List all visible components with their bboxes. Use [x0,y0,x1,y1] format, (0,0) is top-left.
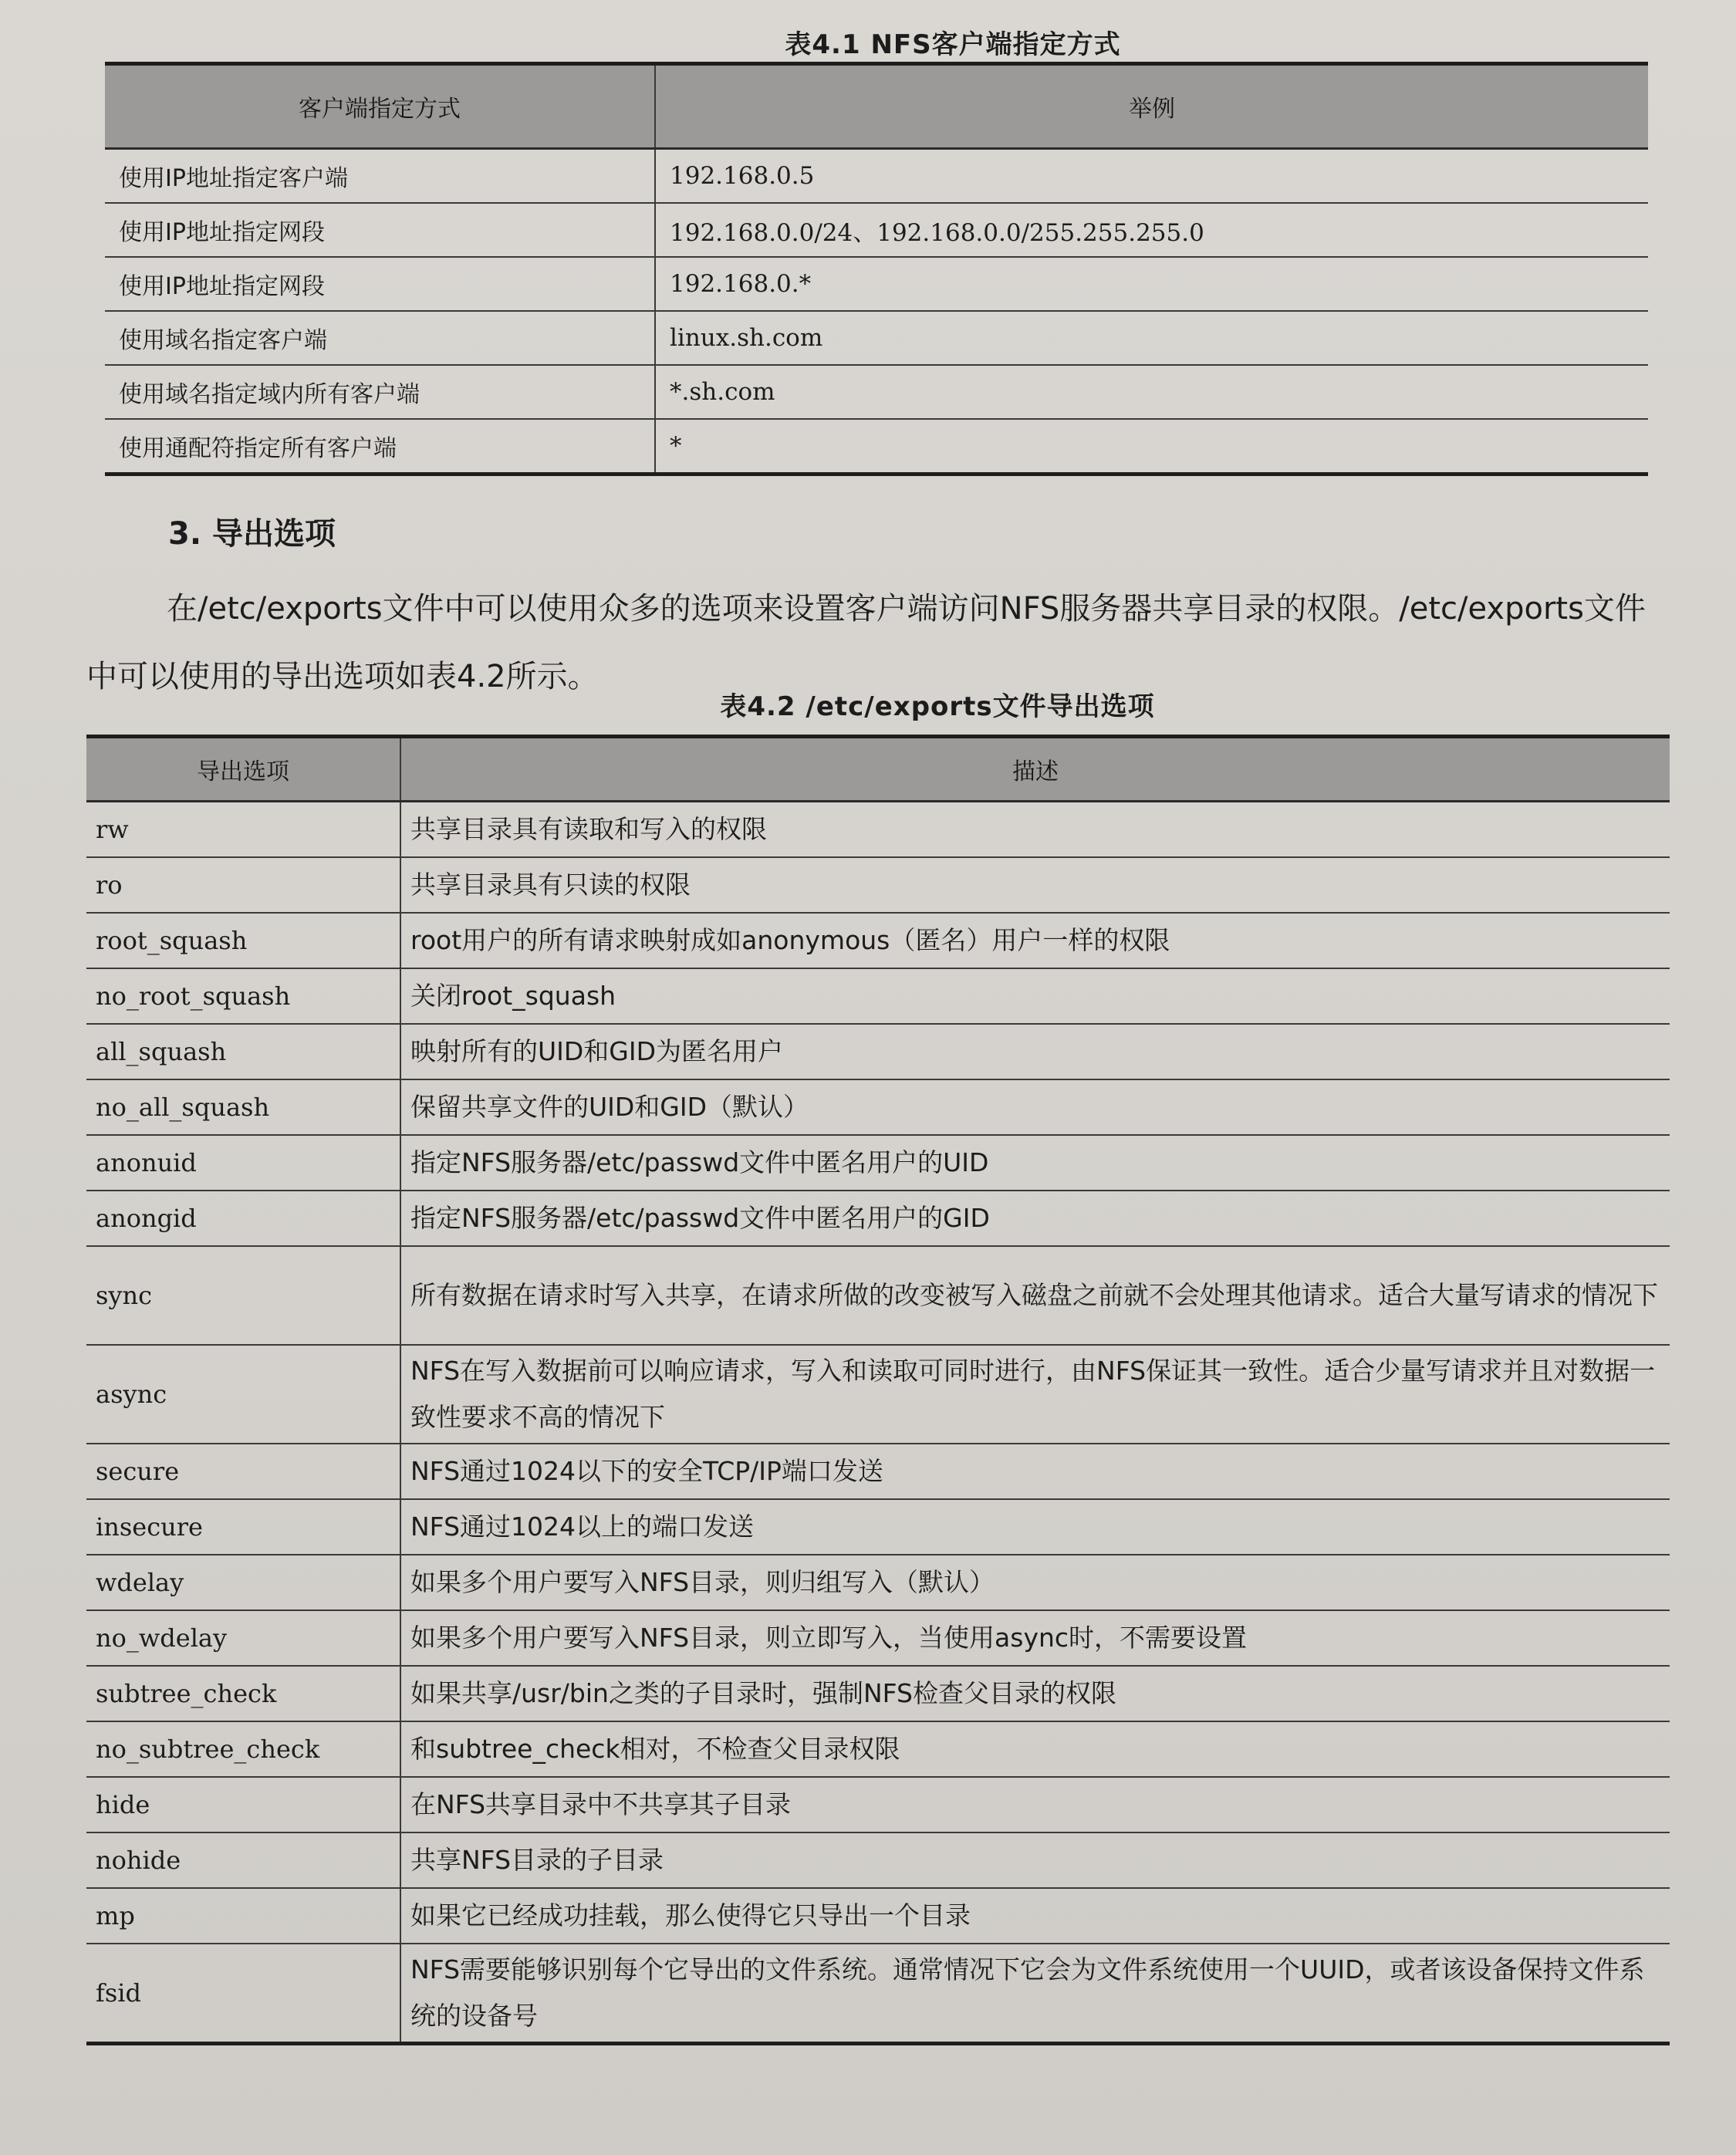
cell-example: 192.168.0.0/24、192.168.0.0/255.255.255.0 [655,203,1648,257]
cell-description: 映射所有的UID和GID为匿名用户 [400,1024,1670,1079]
table-row [105,365,1648,419]
cell-method: 使用域名指定域内所有客户端 [105,365,655,419]
cell-description: 指定NFS服务器/etc/passwd文件中匿名用户的UID [400,1135,1670,1191]
cell-example: * [655,419,1648,475]
cell-description: root用户的所有请求映射成如anonymous（匿名）用户一样的权限 [400,913,1670,968]
cell-method: 使用IP地址指定网段 [105,257,655,311]
section-heading: 3. 导出选项 [168,516,336,552]
cell-method: 使用IP地址指定网段 [105,203,655,257]
table-row [86,802,1670,858]
cell-option: fsid [86,1944,400,2044]
cell-option: no_root_squash [86,968,400,1024]
table-row [86,1345,1670,1444]
table1-caption: 表4.1 NFS客户端指定方式 [785,29,1121,60]
cell-option: secure [86,1444,400,1499]
paragraph-text: 在/etc/exports文件中可以使用众多的选项来设置客户端访问NFS服务器共享目录的权限。/etc/exports文件中可以使用的导出选项如表4.2所示。 [86,591,1646,694]
table-row [86,1777,1670,1832]
cell-option: no_subtree_check [86,1721,400,1777]
cell-description: 共享目录具有读取和写入的权限 [400,802,1670,858]
cell-option: ro [86,857,400,913]
table-row [86,968,1670,1024]
table-row [105,149,1648,204]
cell-description: 共享NFS目录的子目录 [400,1832,1670,1888]
table-row [105,419,1648,475]
table-header-row [105,64,1648,149]
cell-example: 192.168.0.* [655,257,1648,311]
cell-option: root_squash [86,913,400,968]
column-header: 导出选项 [86,737,400,802]
table-row [86,1135,1670,1191]
cell-option: async [86,1345,400,1444]
table-row [86,1888,1670,1944]
cell-description: 共享目录具有只读的权限 [400,857,1670,913]
table-row [86,1444,1670,1499]
cell-description: 保留共享文件的UID和GID（默认） [400,1079,1670,1135]
cell-example: 192.168.0.5 [655,149,1648,204]
cell-option: insecure [86,1499,400,1555]
table-row [86,1944,1670,2044]
table-row [86,1079,1670,1135]
table-row [105,257,1648,311]
cell-option: anonuid [86,1135,400,1191]
cell-method: 使用IP地址指定客户端 [105,149,655,204]
table-row [86,1666,1670,1721]
cell-option: rw [86,802,400,858]
table-row [86,1721,1670,1777]
cell-description: 在NFS共享目录中不共享其子目录 [400,1777,1670,1832]
cell-example: *.sh.com [655,365,1648,419]
cell-description: 如果多个用户要写入NFS目录，则归组写入（默认） [400,1555,1670,1610]
cell-option: no_wdelay [86,1610,400,1666]
table-row [86,1191,1670,1246]
cell-option: no_all_squash [86,1079,400,1135]
table-row [86,1499,1670,1555]
cell-description: NFS需要能够识别每个它导出的文件系统。通常情况下它会为文件系统使用一个UUID，或者该设备保持文件系统的设备号 [400,1944,1670,2044]
table-row [86,913,1670,968]
exports-options-table [86,735,1670,2045]
cell-option: subtree_check [86,1666,400,1721]
cell-description: 如果它已经成功挂载，那么使得它只导出一个目录 [400,1888,1670,1944]
table-row [86,1246,1670,1345]
table-row [86,1555,1670,1610]
column-header: 描述 [400,737,1670,802]
table-row [105,311,1648,365]
column-header: 举例 [655,64,1648,149]
cell-option: sync [86,1246,400,1345]
cell-option: hide [86,1777,400,1832]
cell-description: 如果共享/usr/bin之类的子目录时，强制NFS检查父目录的权限 [400,1666,1670,1721]
cell-method: 使用通配符指定所有客户端 [105,419,655,475]
cell-option: wdelay [86,1555,400,1610]
column-header: 客户端指定方式 [105,64,655,149]
cell-example: linux.sh.com [655,311,1648,365]
table2-caption: 表4.2 /etc/exports文件导出选项 [720,691,1155,722]
table-row [105,203,1648,257]
cell-option: nohide [86,1832,400,1888]
table-header-row [86,737,1670,802]
cell-description: NFS通过1024以上的端口发送 [400,1499,1670,1555]
table-row [86,1610,1670,1666]
cell-option: anongid [86,1191,400,1246]
cell-description: 指定NFS服务器/etc/passwd文件中匿名用户的GID [400,1191,1670,1246]
cell-option: all_squash [86,1024,400,1079]
cell-description: 所有数据在请求时写入共享，在请求所做的改变被写入磁盘之前就不会处理其他请求。适合大量写请求的情况下 [400,1246,1670,1345]
cell-description: NFS通过1024以下的安全TCP/IP端口发送 [400,1444,1670,1499]
cell-description: 关闭root_squash [400,968,1670,1024]
cell-method: 使用域名指定客户端 [105,311,655,365]
table-row [86,1832,1670,1888]
cell-option: mp [86,1888,400,1944]
table-row [86,1024,1670,1079]
cell-description: 和subtree_check相对，不检查父目录权限 [400,1721,1670,1777]
table-row [86,857,1670,913]
cell-description: NFS在写入数据前可以响应请求，写入和读取可同时进行，由NFS保证其一致性。适合少量写请求并且对数据一致性要求不高的情况下 [400,1345,1670,1444]
nfs-client-spec-table [105,62,1648,476]
cell-description: 如果多个用户要写入NFS目录，则立即写入，当使用async时，不需要设置 [400,1610,1670,1666]
